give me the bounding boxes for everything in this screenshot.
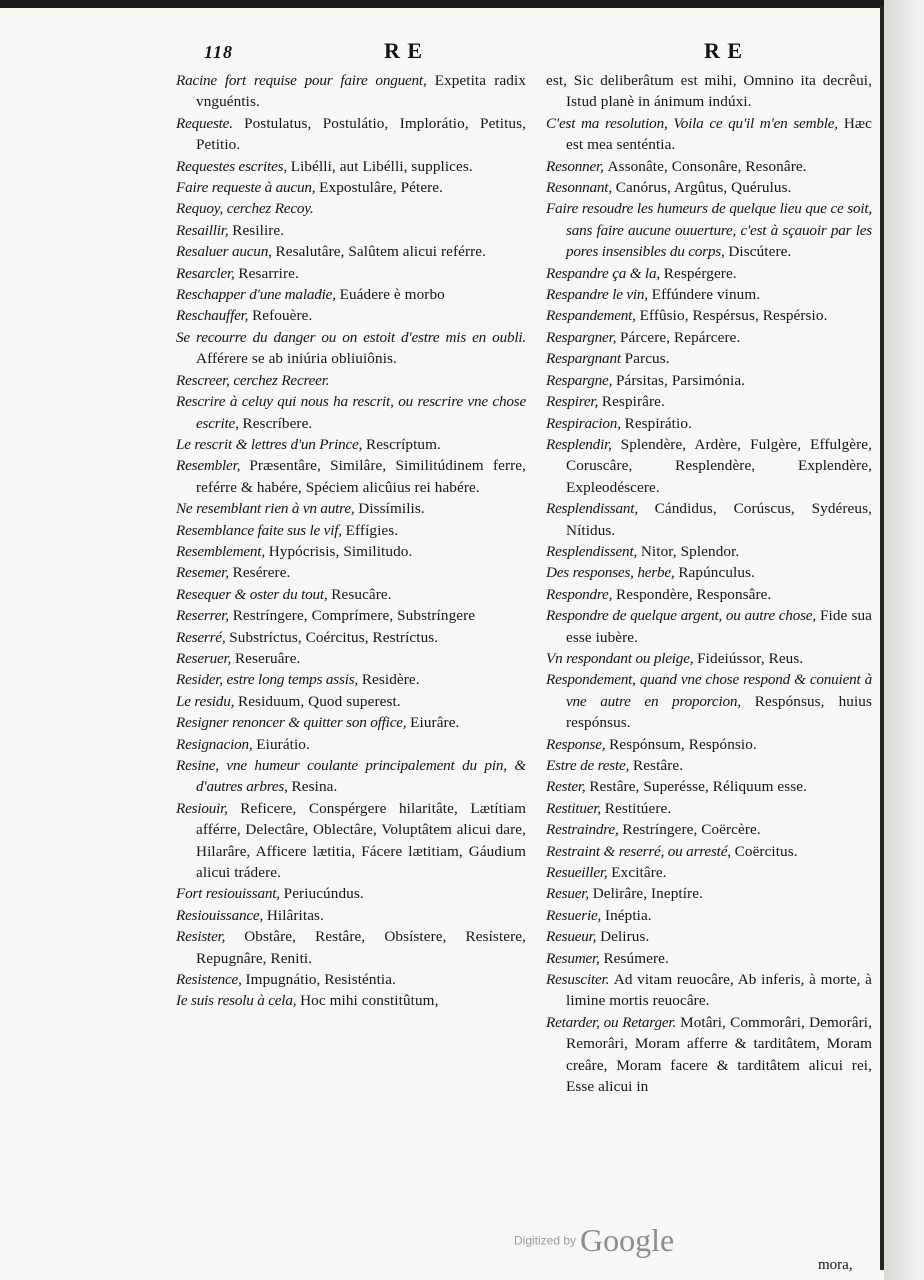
french-headword: Vn respondant ou pleige, (546, 649, 694, 667)
dictionary-entry (546, 348, 872, 369)
dictionary-entry (546, 605, 872, 648)
french-headword: Requoy, cerchez Recoy. (176, 200, 314, 218)
top-border (0, 0, 924, 8)
french-headword: Resarcler, (176, 264, 235, 282)
latin-equivalent: Eiurátio. (256, 735, 310, 753)
dictionary-entry (176, 541, 526, 562)
latin-equivalent: Reficere, Conspérgere hilaritâte, Lætítiam afférre, Delectâre, Oblectâre, Voluptâtem alicui dare, Hilarâre, Afficere lætitia, Fácere lætitiam, Gáudium alicui trádere. (196, 799, 527, 882)
dictionary-entry (546, 284, 872, 305)
french-headword: Resonner, (546, 157, 604, 175)
latin-equivalent: Impugnátio, Resisténtia. (245, 971, 396, 989)
french-headword: Faire resoudre les humeurs de quelque lieu que ce soit, sans faire aucune ouuerture, c'est à sçauoir par les pores insensibles du corps, (546, 200, 872, 261)
dictionary-entry (546, 263, 872, 284)
latin-equivalent: Postulatus, Postulátio, Implorátio, Petitus, Petitio. (196, 114, 526, 154)
french-headword: Respiracion, (546, 414, 621, 432)
french-headword: Rescreer, cerchez Recreer. (176, 371, 330, 389)
french-headword: Resembler, (176, 457, 241, 475)
dictionary-entry (176, 498, 526, 519)
latin-equivalent: Resucâre. (331, 585, 392, 603)
dictionary-entry (546, 905, 872, 926)
latin-equivalent: Cándidus, Corúscus, Sydéreus, Nítidus. (566, 500, 872, 539)
dictionary-entry (546, 948, 872, 969)
latin-equivalent: Respérgere. (663, 264, 737, 282)
latin-equivalent: Euádere è morbo (339, 286, 445, 304)
french-headword: Des responses, herbe, (546, 564, 675, 582)
french-headword: Ie suis resolu à cela, (176, 992, 297, 1010)
dictionary-entry (546, 734, 872, 755)
latin-equivalent: Obstâre, Restâre, Obsístere, Resístere, Repugnâre, Reniti. (196, 928, 527, 967)
page-number: 118 (204, 42, 234, 62)
french-headword: Resister, (176, 928, 226, 946)
french-headword: Reschauffer, (176, 307, 249, 325)
dictionary-entry (176, 455, 526, 498)
running-head-left: R E (384, 38, 424, 63)
latin-equivalent: Residère. (361, 671, 420, 689)
latin-equivalent: Excitâre. (611, 864, 667, 882)
dictionary-entry (176, 691, 526, 712)
french-headword: Resuer, (546, 885, 589, 903)
latin-equivalent: Effígies. (345, 521, 399, 539)
french-headword: C'est ma resolution, Voila ce qu'il m'en semble, (546, 114, 838, 132)
google-logo: Google (580, 1222, 675, 1258)
latin-equivalent: Motâri, Commorâri, Demorâri, Remorâri, Moram afferre & tarditâtem, Moram creâre, Moram facere & tarditâtem alicui rei, Esse alicui in (566, 1013, 872, 1096)
french-headword: Le rescrit & lettres d'un Prince, (176, 435, 363, 453)
latin-equivalent: Resina. (291, 778, 338, 796)
latin-equivalent: Effúndere vinum. (651, 286, 761, 304)
french-headword: Resplendir, (546, 435, 612, 453)
french-headword: Resider, estre long temps assis, (176, 671, 359, 689)
dictionary-entry (176, 263, 526, 284)
dictionary-entry (176, 370, 526, 391)
latin-equivalent: Rescríptum. (365, 435, 441, 453)
latin-equivalent: Resúmere. (603, 949, 669, 967)
french-headword: Resistence, (176, 971, 242, 989)
latin-equivalent: Splendère, Ardère, Fulgère, Effulgère, Coruscâre, Resplendère, Explendère, Expleodéscere. (566, 435, 872, 496)
page-edge-shadow (884, 0, 924, 1280)
french-headword: Resignacion, (176, 735, 253, 753)
french-headword: Resine, vne humeur coulante principalement du pin, & d'autres arbres, (176, 757, 526, 796)
dictionary-entry (546, 926, 872, 947)
french-headword: Resigner renoncer & quitter son office, (176, 714, 407, 732)
dictionary-entry (176, 241, 526, 262)
dictionary-entry (546, 669, 872, 733)
latin-equivalent: Inéptia. (604, 906, 652, 924)
french-headword: Respondement, quand vne chose respond & conuient à vne autre en proporcion, (546, 671, 872, 710)
dictionary-entry (176, 70, 526, 113)
french-headword: Response, (546, 735, 606, 753)
dictionary-entry (546, 969, 872, 1012)
dictionary-entry (546, 541, 872, 562)
dictionary-entry (546, 177, 872, 198)
french-headword: Respargne, (546, 371, 613, 389)
french-headword: Respirer, (546, 393, 599, 411)
latin-equivalent: Canórus, Argûtus, Quérulus. (615, 179, 792, 197)
latin-equivalent: Assonâte, Consonâre, Resonâre. (607, 157, 807, 175)
french-headword: Reseruer, (176, 649, 232, 667)
dictionary-entry (546, 798, 872, 819)
latin-equivalent: Refouère. (252, 307, 313, 325)
latin-equivalent: Respirátio. (624, 414, 692, 432)
dictionary-entry (546, 434, 872, 498)
running-head-right: R E (704, 38, 744, 63)
french-headword: Rester, (546, 778, 586, 796)
dictionary-entry (546, 498, 872, 541)
french-headword: Resiouissance, (176, 906, 264, 924)
french-headword: Resplendissent, (546, 542, 638, 560)
latin-equivalent: Hoc mihi constitûtum, (300, 992, 439, 1010)
french-headword: Respandre ça & la, (546, 264, 660, 282)
dictionary-entry (176, 712, 526, 733)
french-headword: Restituer, (546, 799, 601, 817)
french-headword: Resequer & oster du tout, (176, 585, 328, 603)
latin-equivalent: Afférere se ab iniúria obliuiônis. (196, 350, 397, 368)
dictionary-entry (176, 648, 526, 669)
dictionary-entry (546, 156, 872, 177)
french-headword: Ne resemblant rien à vn autre, (176, 500, 355, 518)
french-headword: Respargnant (546, 350, 621, 368)
french-headword: Resonnant, (546, 179, 612, 197)
latin-equivalent: Periucúndus. (283, 885, 364, 903)
french-headword: Respondre de quelque argent, ou autre chose, (546, 607, 816, 625)
dictionary-entry (176, 434, 526, 455)
latin-equivalent: Expetita radix vnguéntis. (196, 72, 527, 111)
latin-equivalent: Pársitas, Parsimónia. (616, 371, 746, 389)
french-headword: Resiouir, (176, 799, 228, 817)
dictionary-entry (176, 220, 526, 241)
latin-equivalent: Eiurâre. (410, 714, 460, 732)
dictionary-entry (176, 926, 526, 969)
dictionary-entry (546, 305, 872, 326)
dictionary-entry (546, 327, 872, 348)
dictionary-entry (176, 198, 526, 219)
dictionary-entry (176, 391, 526, 434)
dictionary-entry (176, 798, 526, 884)
latin-equivalent: Dissímilis. (358, 500, 425, 518)
left-column (176, 70, 526, 1012)
latin-equivalent: Rescríbere. (242, 414, 313, 432)
french-headword: Resusciter. (546, 971, 610, 989)
latin-equivalent: Reseruâre. (234, 649, 301, 667)
french-headword: Rescrire à celuy qui nous ha rescrit, ou rescrire vne chose escrite, (176, 393, 526, 432)
dictionary-entry (546, 391, 872, 412)
dictionary-entry (546, 413, 872, 434)
french-headword: Requeste. (176, 114, 233, 132)
latin-equivalent: Respondère, Responsâre. (616, 585, 772, 603)
french-headword: Racine fort requise pour faire onguent, (176, 72, 427, 89)
french-headword: Retarder, ou Retarger. (546, 1013, 677, 1031)
latin-equivalent: Delirâre, Ineptíre. (592, 885, 703, 903)
latin-equivalent: Restâre. (632, 757, 684, 774)
latin-equivalent: Resarrire. (238, 264, 299, 282)
dictionary-entry (546, 776, 872, 797)
latin-equivalent: Restríngere, Comprímere, Substríngere (232, 607, 476, 625)
right-column (546, 70, 872, 1098)
latin-equivalent: Hilâritas. (266, 906, 324, 924)
dictionary-entry (546, 562, 872, 583)
dictionary-entry (546, 862, 872, 883)
french-headword: Resaillir, (176, 221, 229, 239)
dictionary-entry (176, 627, 526, 648)
latin-equivalent: Hæc est mea senténtia. (566, 114, 872, 154)
dictionary-entry (176, 669, 526, 690)
french-headword: Fort resiouissant, (176, 885, 280, 903)
latin-equivalent: Parcus. (624, 350, 670, 368)
french-headword: Respandre le vin, (546, 286, 648, 304)
dictionary-entry (546, 70, 872, 113)
dictionary-entry (176, 734, 526, 755)
french-headword: Respandement, (546, 307, 636, 325)
latin-equivalent: Respirâre. (601, 393, 665, 411)
french-headword: Resueur, (546, 928, 597, 946)
dictionary-entry (546, 113, 872, 156)
dictionary-entry (546, 841, 872, 862)
latin-equivalent: Hypócrisis, Similitudo. (268, 542, 413, 560)
latin-equivalent: Delirus. (600, 928, 650, 946)
dictionary-entry (546, 819, 872, 840)
watermark-prefix: Digitized by (514, 1233, 577, 1248)
french-headword: Se recourre du danger ou on estoit d'estre mis en oubli. (176, 328, 526, 346)
french-headword: Resemblance faite sus le vif, (176, 521, 342, 539)
dictionary-entry (176, 327, 526, 370)
dictionary-entry (546, 883, 872, 904)
dictionary-entry (176, 605, 526, 626)
latin-equivalent: Discútere. (728, 243, 792, 261)
latin-equivalent: Libélli, aut Libélli, supplices. (290, 157, 473, 175)
dictionary-entry (176, 584, 526, 605)
french-headword: Estre de reste, (546, 757, 630, 774)
dictionary-entry (546, 198, 872, 262)
french-headword: Requestes escrites, (176, 157, 287, 175)
latin-equivalent: Substríctus, Coércitus, Restríctus. (229, 628, 439, 646)
french-headword: Reserrer, (176, 607, 229, 625)
french-headword: Respondre, (546, 585, 613, 603)
dictionary-entry (176, 905, 526, 926)
latin-equivalent: Restríngere, Coërcère. (622, 821, 761, 839)
latin-equivalent: Respónsus, huius respónsus. (566, 692, 872, 732)
catchword: mora, (818, 1257, 853, 1273)
latin-equivalent: Nitor, Splendor. (640, 542, 740, 560)
latin-equivalent: Respónsum, Respónsio. (609, 735, 757, 753)
dictionary-entry (176, 755, 526, 798)
latin-equivalent: Præsentâre, Similâre, Similitúdinem ferre, reférre & habére, Spéciem alicûius rei habére. (196, 457, 526, 496)
latin-equivalent: Coërcitus. (734, 842, 798, 860)
latin-equivalent: Ad vitam reuocâre, Ab inferis, à morte, à limine mortis reuocâre. (566, 971, 872, 1010)
french-headword: Reschapper d'une maladie, (176, 286, 336, 304)
dictionary-entry (546, 1012, 872, 1098)
latin-equivalent: Resilire. (232, 221, 285, 239)
dictionary-entry (176, 177, 526, 198)
latin-equivalent: est, Sic deliberâtum est mihi, Omnino ita decrêui, Istud planè in ánimum indúxi. (546, 72, 872, 111)
dictionary-entry (176, 969, 526, 990)
dictionary-entry (546, 584, 872, 605)
dictionary-entry (176, 305, 526, 326)
digitized-watermark (514, 1222, 674, 1259)
latin-equivalent: Expostulâre, Pétere. (319, 179, 444, 197)
french-headword: Resplendissant, (546, 500, 638, 518)
latin-equivalent: Párcere, Repárcere. (620, 328, 741, 346)
latin-equivalent: Restâre, Superésse, Réliquum esse. (589, 778, 807, 796)
latin-equivalent: Rapúnculus. (678, 564, 755, 582)
latin-equivalent: Fide sua esse iubère. (566, 607, 872, 646)
dictionary-entry (176, 990, 526, 1011)
french-headword: Le residu, (176, 692, 235, 710)
latin-equivalent: Residuum, Quod superest. (237, 692, 401, 710)
dictionary-entry (176, 562, 526, 583)
latin-equivalent: Resalutâre, Salûtem alicui reférre. (275, 243, 487, 261)
dictionary-entry (546, 648, 872, 669)
dictionary-entry (176, 520, 526, 541)
french-headword: Reserré, (176, 628, 226, 646)
latin-equivalent: Resérere. (232, 564, 291, 582)
dictionary-entry (546, 370, 872, 391)
latin-equivalent: Effûsio, Respérsus, Respérsio. (639, 307, 828, 325)
french-headword: Restraint & reserré, ou arresté, (546, 842, 731, 860)
french-headword: Resuerie, (546, 906, 602, 924)
dictionary-entry (176, 284, 526, 305)
french-headword: Respargner, (546, 328, 617, 346)
dictionary-entry (176, 113, 526, 156)
latin-equivalent: Restitúere. (604, 799, 672, 817)
latin-equivalent: Fideiússor, Reus. (697, 649, 804, 667)
french-headword: Resaluer aucun, (176, 243, 272, 261)
dictionary-entry (546, 755, 872, 776)
french-headword: Resumer, (546, 949, 600, 967)
dictionary-entry (176, 156, 526, 177)
french-headword: Faire requeste à aucun, (176, 179, 316, 197)
french-headword: Restraindre, (546, 821, 619, 839)
french-headword: Resemblement, (176, 542, 265, 560)
french-headword: Resueiller, (546, 864, 608, 882)
dictionary-entry (176, 883, 526, 904)
french-headword: Resemer, (176, 564, 229, 582)
